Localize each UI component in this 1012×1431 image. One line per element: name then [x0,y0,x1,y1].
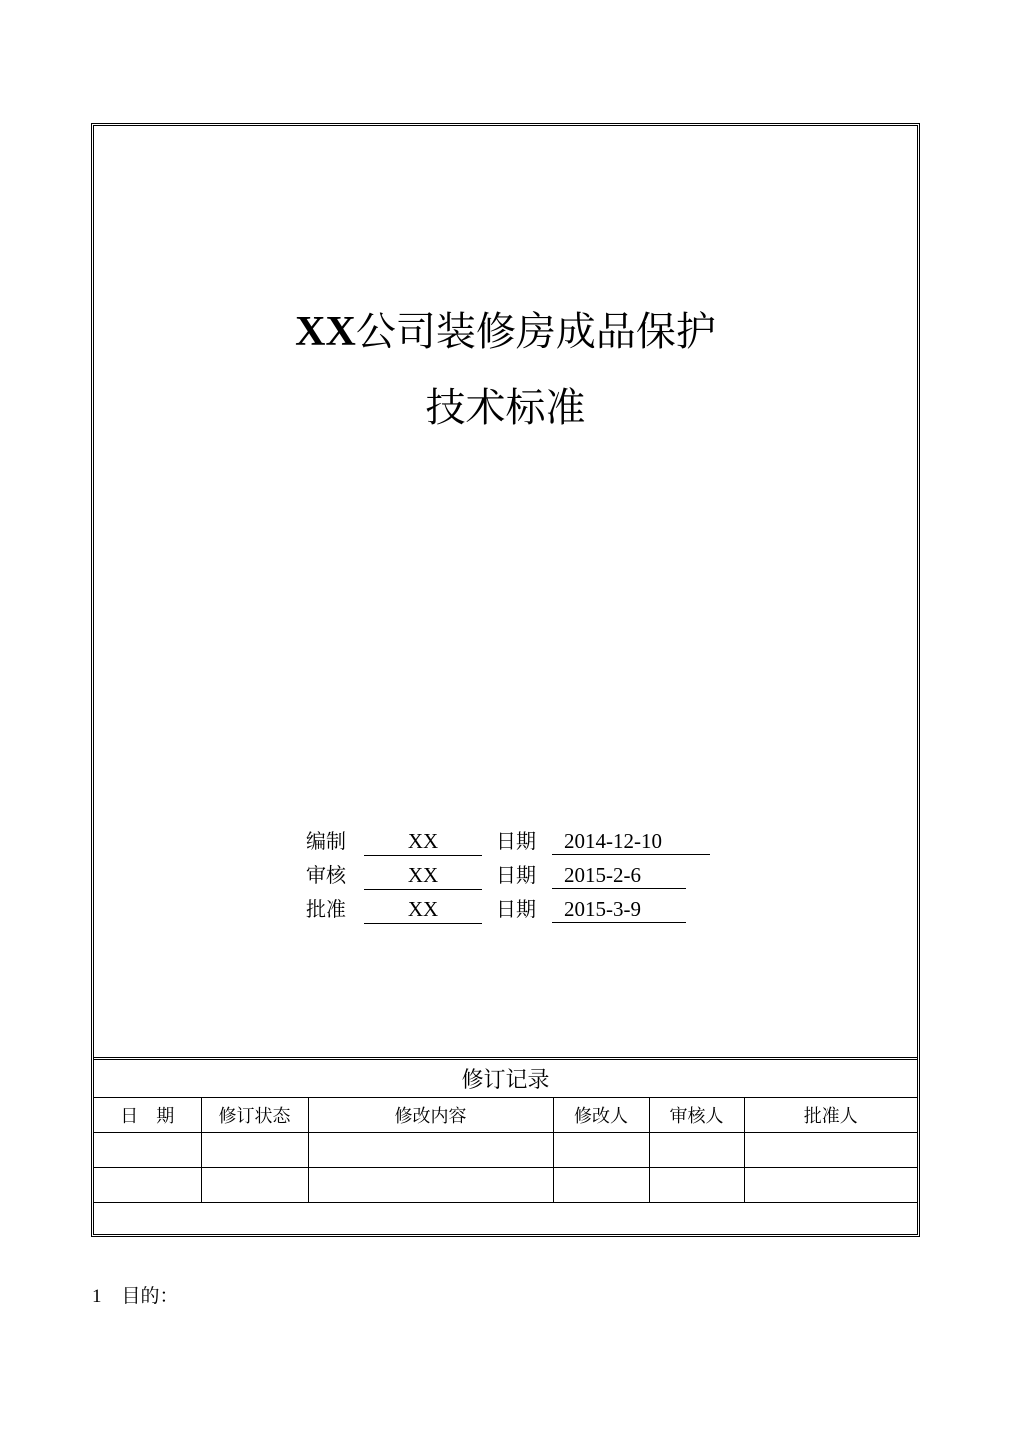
table-cell[interactable] [553,1168,649,1203]
table-cell[interactable] [201,1133,308,1168]
column-header-change-content: 修改内容 [308,1098,553,1133]
signoff-date: 2015-2-6 [552,861,686,889]
signoff-date-label: 日期 [496,897,536,921]
cover-page-frame [91,123,920,1237]
table-row [94,1168,917,1203]
signoff-date: 2015-3-9 [552,895,686,923]
title-company-prefix: XX [295,309,356,355]
signoff-date-label: 日期 [496,863,536,887]
signoff-block [306,824,710,926]
signoff-label: 批准 [306,897,346,921]
signoff-row-prepared [306,824,710,858]
table-cell[interactable] [744,1133,917,1168]
document-title-line-2: 技术标准 [425,385,586,431]
section-heading-purpose [92,1281,179,1308]
table-row [94,1133,917,1168]
signoff-date-label: 日期 [496,829,536,853]
table-cell[interactable] [649,1168,744,1203]
signoff-label: 审核 [306,863,346,887]
revision-table-caption: 修订记录 [94,1059,917,1098]
table-cell[interactable] [553,1133,649,1168]
signoff-row-reviewed [306,858,710,892]
table-cell[interactable] [94,1168,201,1203]
table-cell[interactable] [308,1168,553,1203]
table-cell[interactable] [94,1133,201,1168]
revision-table-header-row [94,1098,917,1133]
column-header-date: 日 期 [94,1098,201,1133]
signoff-person: XX [364,861,482,890]
signoff-person: XX [364,827,482,856]
table-cell[interactable] [201,1168,308,1203]
table-cell[interactable] [308,1133,553,1168]
column-header-modifier: 修改人 [553,1098,649,1133]
table-cell[interactable] [94,1203,917,1239]
table-row-notes [94,1203,917,1239]
section-number: 1 [92,1286,102,1307]
column-header-revision-status: 修订状态 [201,1098,308,1133]
signoff-person: XX [364,895,482,924]
signoff-date: 2014-12-10 [552,827,710,855]
section-title: 目的： [121,1285,179,1307]
column-header-approver: 批准人 [744,1098,917,1133]
title-main-text: 公司装修房成品保护 [355,309,716,355]
table-cell[interactable] [744,1168,917,1203]
revision-record-table [94,1057,917,1238]
signoff-label: 编制 [306,829,346,853]
table-cell[interactable] [649,1133,744,1168]
column-header-reviewer: 审核人 [649,1098,744,1133]
document-title-line-1 [94,308,917,356]
signoff-row-approved [306,892,710,926]
